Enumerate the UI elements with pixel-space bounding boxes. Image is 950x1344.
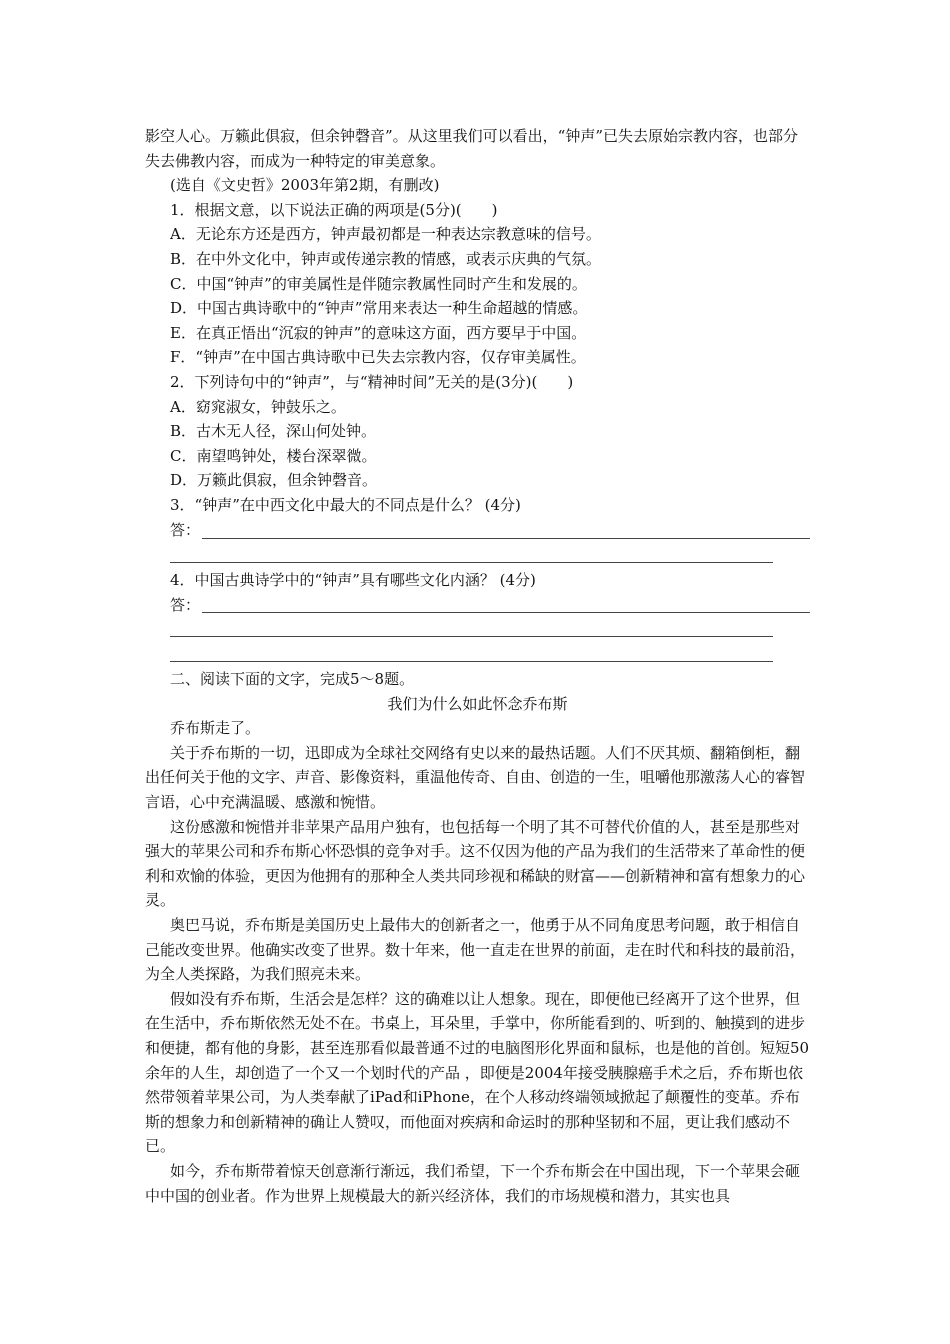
- question-4-answer[interactable]: [145, 592, 810, 617]
- question-1-option-b: B．在中外文化中，钟声或传递宗教的情感，或表示庆典的气氛。: [170, 249, 602, 268]
- answer-line[interactable]: [170, 617, 773, 637]
- question-2-option-b: B．古木无人径，深山何处钟。: [170, 422, 377, 441]
- question-3-answer[interactable]: [145, 518, 810, 543]
- question-1-option-f: F．“钟声”在中国古典诗歌中已失去宗教内容，仅存审美属性。: [170, 348, 586, 367]
- answer-label: 答：: [170, 520, 201, 539]
- article-paragraph: 关于乔布斯的一切，迅即成为全球社交网络有史以来的最热话题。人们不厌其烦、翻箱倒柜，翻出任何关于他的文字、声音、影像资料，重温他传奇、自由、创造的一生，咀嚼他那激荡人心的睿智言语，心中充满温暖、感激和惋惜。: [145, 743, 806, 812]
- question-1-stem: 1．根据文意，以下说法正确的两项是(5分)( ): [170, 200, 498, 219]
- article-paragraph: 假如没有乔布斯，生活会是怎样？这的确难以让人想象。现在，即便他已经离开了这个世界，但在生活中，乔布斯依然无处不在。书桌上，耳朵里，手掌中，你所能看到的、听到的、触摸到的进步和便捷，都有他的身影，甚至连那看似最普通不过的电脑图形化界面和鼠标，也是他的首创。短短50余年的人生，却创造了一个又一个划时代的产品 ，即便是2004年接受胰腺癌手术之后，乔布斯也依然带领着苹果公司，为人类奉献了iPad和iPhone，在个人移动终端领域掀起了颠覆性的变革。乔布斯的想象力和创新精神的确让人赞叹，而他面对疾病和命运时的那种坚韧和不屈，更让我们感动不已。: [145, 989, 810, 1156]
- article-title: 我们为什么如此怀念乔布斯: [387, 694, 568, 713]
- question-3-stem: 3．“钟声”在中西文化中最大的不同点是什么？ (4分): [170, 495, 521, 514]
- passage-continuation: 影空人心。万籁此俱寂，但余钟磬音”。从这里我们可以看出，“钟声”已失去原始宗教内容，也部分失去佛教内容，而成为一种特定的审美意象。: [145, 127, 799, 170]
- question-2-option-d: D．万籁此俱寂，但余钟磬音。: [170, 471, 378, 490]
- section-2-heading: 二、阅读下面的文字，完成5～8题。: [170, 670, 415, 689]
- question-1-option-c: C．中国“钟声”的审美属性是伴随宗教属性同时产生和发展的。: [170, 274, 587, 293]
- question-1-option-e: E．在真正悟出“沉寂的钟声”的意味这方面，西方要早于中国。: [170, 323, 587, 342]
- article-paragraph: 这份感激和惋惜并非苹果产品用户独有，也包括每一个明了其不可替代价值的人，甚至是那些对强大的苹果公司和乔布斯心怀恐惧的竞争对手。这不仅因为他的产品为我们的生活带来了革命性的便利和欢愉的体验，更因为他拥有的那种全人类共同珍视和稀缺的财富——创新精神和富有想象力的心灵。: [145, 817, 806, 910]
- answer-label: 答：: [170, 595, 201, 614]
- document-page: [145, 124, 810, 1208]
- question-2-stem: 2．下列诗句中的“钟声”，与“精神时间”无关的是(3分)( ): [170, 372, 574, 391]
- article-paragraph: 如今，乔布斯带着惊天创意渐行渐远，我们希望，下一个乔布斯会在中国出现，下一个苹果会砸中中国的创业者。作为世界上规模最大的新兴经济体，我们的市场规模和潜力，其实也具: [145, 1161, 801, 1205]
- answer-line[interactable]: [202, 596, 810, 613]
- answer-line[interactable]: [202, 522, 810, 539]
- answer-line[interactable]: [170, 642, 773, 662]
- source-citation: (选自《文史哲》2003年第2期，有删改): [170, 176, 440, 195]
- question-2-option-c: C．南望鸣钟处，楼台深翠微。: [170, 446, 377, 465]
- article-first-line: 乔布斯走了。: [170, 719, 261, 738]
- article-paragraph: 奥巴马说，乔布斯是美国历史上最伟大的创新者之一，他勇于从不同角度思考问题，敢于相信自己能改变世界。他确实改变了世界。数十年来，他一直走在世界的前面，走在时代和科技的最前沿，为全人类探路，为我们照亮未来。: [145, 916, 806, 984]
- question-2-option-a: A．窈窕淑女，钟鼓乐之。: [170, 397, 346, 416]
- question-1-option-d: D．中国古典诗歌中的“钟声”常用来表达一种生命超越的情感。: [170, 299, 588, 318]
- answer-line[interactable]: [170, 543, 773, 563]
- question-1-option-a: A．无论东方还是西方，钟声最初都是一种表达宗教意味的信号。: [170, 225, 601, 244]
- question-4-stem: 4．中国古典诗学中的“钟声”具有哪些文化内涵？ (4分): [170, 570, 536, 589]
